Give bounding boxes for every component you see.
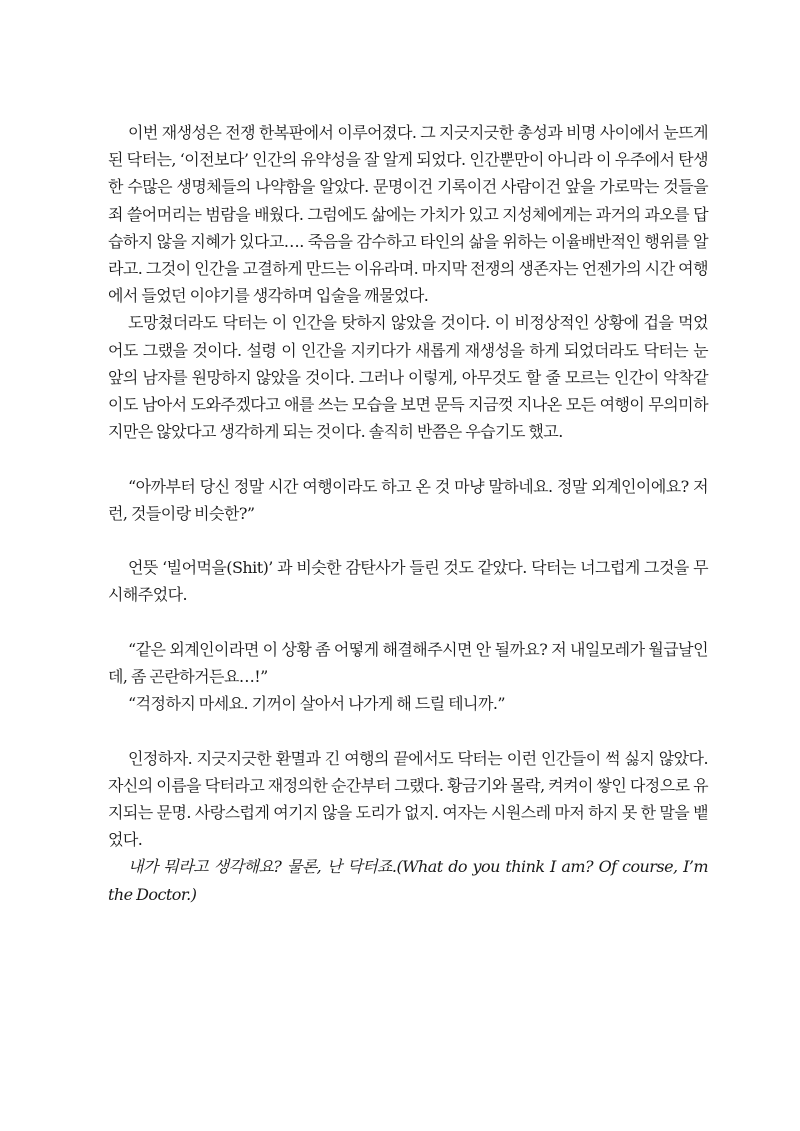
body-paragraph: 도망쳤더라도 닥터는 이 인간을 탓하지 않았을 것이다. 이 비정상적인 상황에 겁을 먹었어도 그랬을 것이다. 설령 이 인간을 지키다가 새롭게 재생성을 하게 되었더라도 닥터는 눈 앞의 남자를 원망하지 않았을 것이다. 그러나 이렇게, 아무것도 할 줄 모르는 인간이 악착같이도 남아서 도와주겠다고 애를 쓰는 모습을 보면 문득 지금껏 지나온 모든 여행이 무의미하지만은 않았다고 생각하게 되는 것이다. 솔직히 반쯤은 우습기도 했고.	[108, 313, 708, 442]
paragraph-spacer	[108, 527, 708, 554]
paragraph-spacer	[108, 717, 708, 744]
body-paragraph: 인정하자. 지긋지긋한 환멸과 긴 여행의 끝에서도 닥터는 이런 인간들이 썩 싫지 않았다. 자신의 이름을 닥터라고 재정의한 순간부터 그랬다. 황금기와 몰락, 켜켜이 쌓인 다정으로 유지되는 문명. 사랑스럽게 여기지 않을 도리가 없지. 여자는 시원스레 마저 하지 못 한 말을 뱉었다.	[108, 748, 708, 850]
document-body	[108, 119, 708, 908]
body-paragraph: 이번 재생성은 전쟁 한복판에서 이루어졌다. 그 지긋지긋한 총성과 비명 사이에서 눈뜨게 된 닥터는, ‘이전보다’ 인간의 유약성을 잘 알게 되었다. 인간뿐만이 아니라 이 우주에서 탄생한 수많은 생명체들의 나약함을 알았다. 문명이건 기록이건 사람이건 앞을 가로막는 것들을 죄 쓸어머리는 범람을 배웠다. 그럼에도 삶에는 가치가 있고 지성체에게는 과거의 과오를 답습하지 않을 지혜가 있다고…. 죽음을 감수하고 타인의 삶을 위하는 이율배반적인 행위를 알라고. 그것이 인간을 고결하게 만드는 이유라며. 마지막 전쟁의 생존자는 언젠가의 시간 여행에서 들었던 이야기를 생각하며 입술을 깨물었다.	[108, 123, 708, 306]
body-paragraph: “아까부터 당신 정말 시간 여행이라도 하고 온 것 마냥 말하네요. 정말 외계인이에요? 저런, 것들이랑 비슷한?”	[108, 476, 708, 523]
paragraph-spacer	[108, 609, 708, 636]
body-paragraph: “같은 외계인이라면 이 상황 좀 어떻게 해결해주시면 안 될까요? 저 내일모레가 월급날인데, 좀 곤란하거든요…!”	[108, 639, 708, 687]
body-paragraph: “걱정하지 마세요. 기꺼이 살아서 나가게 해 드릴 테니까.”	[128, 694, 506, 714]
italic-quote-paragraph: 내가 뭐라고 생각해요? 물론, 난 닥터죠.(What do you think I am? Of course, I’m the Doctor.)	[108, 857, 708, 904]
body-paragraph: 언뜻 ‘빌어먹을(Shit)’ 과 비슷한 감탄사가 들린 것도 같았다. 닥터는 너그럽게 그것을 무시해주었다.	[108, 558, 708, 605]
paragraph-spacer	[108, 445, 708, 472]
